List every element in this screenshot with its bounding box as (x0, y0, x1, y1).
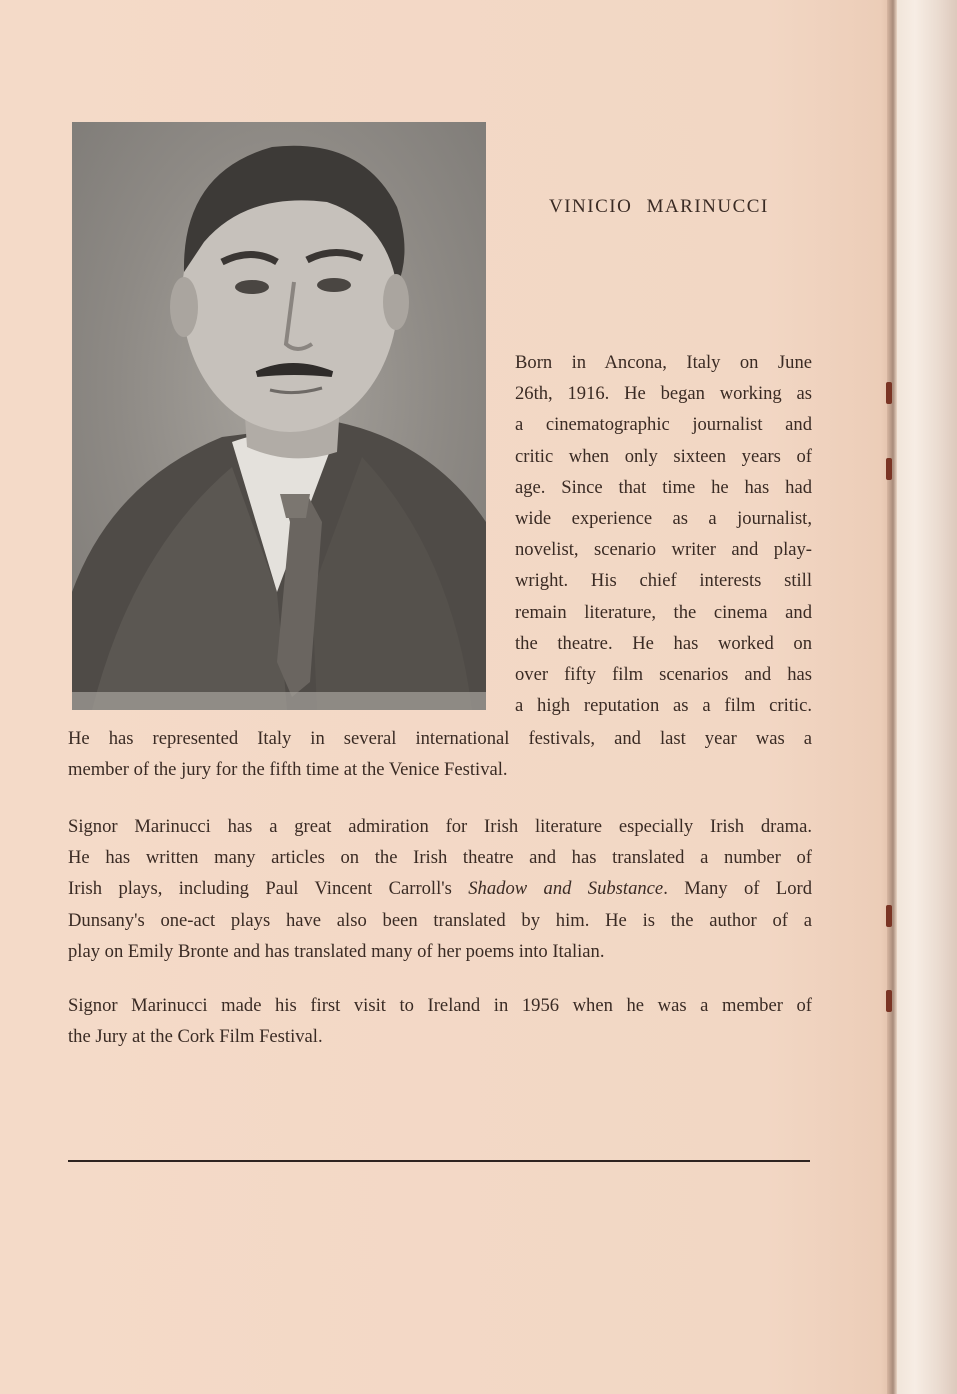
binding-mark (886, 990, 892, 1012)
text-line: novelist, scenario writer and play- (515, 539, 812, 561)
text-line: wide experience as a journalist, (515, 508, 812, 530)
text-line: critic when only sixteen years of (515, 445, 812, 467)
page-title: VINICIO MARINUCCI (549, 196, 769, 217)
play-title: Shadow and Substance (468, 878, 664, 900)
portrait-illustration (72, 122, 486, 710)
text-line: wright. His chief interests still (515, 570, 812, 592)
text-line: the Jury at the Cork Film Festival. (68, 1026, 323, 1048)
text-line: Dunsany's one-act plays have also been translated by him. He is the author of a (68, 909, 812, 931)
biography-paragraph-continued (68, 723, 812, 785)
text-line: Signor Marinucci made his first visit to Ireland in 1956 when he was a member of (68, 995, 812, 1016)
binding-mark (886, 905, 892, 927)
text-line: member of the jury for the fifth time at the Venice Festival. (68, 759, 508, 781)
binding-shadow (887, 0, 897, 1394)
text-line: Signor Marinucci has a great admiration for Irish literature especially Irish drama. (68, 816, 812, 837)
text-fragment: Irish plays, including Paul Vincent Carroll's (68, 878, 469, 900)
text-line (68, 873, 812, 904)
text-line: age. Since that time he has had (515, 476, 812, 498)
biography-paragraph-irish-literature (68, 811, 812, 967)
binding-mark (886, 458, 892, 480)
text-line: a cinematographic journalist and (515, 414, 812, 436)
text-line: remain literature, the cinema and (515, 601, 812, 623)
text-line: He has written many articles on the Irish theatre and has translated a number of (68, 847, 812, 869)
text-line: play on Emily Bronte and has translated many of her poems into Italian. (68, 940, 605, 962)
text-line: a high reputation as a film critic. (515, 695, 812, 717)
text-line: 26th, 1916. He began working as (515, 383, 812, 405)
text-line: over fifty film scenarios and has (515, 664, 812, 686)
text-fragment: . Many of Lord (663, 878, 813, 900)
biography-paragraph-ireland-visit (68, 990, 812, 1052)
text-line: Born in Ancona, Italy on June (515, 352, 812, 373)
biography-paragraph-intro (515, 347, 812, 721)
divider-rule (68, 1160, 810, 1162)
binding-mark (886, 382, 892, 404)
portrait-photo (72, 122, 486, 710)
text-line: He has represented Italy in several international festivals, and last year was a (68, 728, 812, 749)
binding-spine (897, 0, 957, 1394)
text-line: the theatre. He has worked on (515, 632, 812, 654)
